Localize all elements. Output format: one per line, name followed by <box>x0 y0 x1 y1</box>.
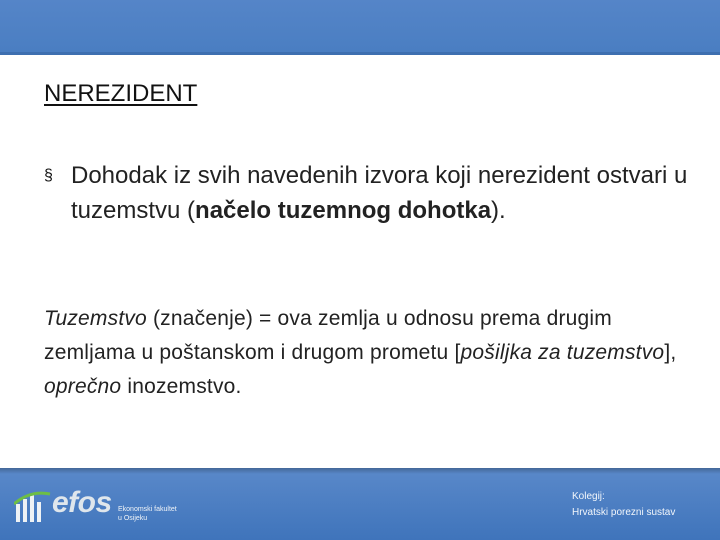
definition-example: pošiljka za tuzemstvo <box>460 341 665 364</box>
bullet-text <box>71 158 694 228</box>
course-name: Hrvatski porezni sustav <box>572 507 676 518</box>
course-label: Kolegij: <box>572 491 605 502</box>
bullet-point <box>44 158 694 228</box>
definition-term: Tuzemstvo <box>44 307 147 330</box>
slide-title: NEREZIDENT <box>44 80 198 107</box>
footer-shadow <box>0 468 720 474</box>
logo-subtitle-line2: u Osijeku <box>118 515 148 522</box>
definition-part1: (značenje) = ova zemlja u odnosu prema drugim zemljama u poštanskom i drugom prometu [ <box>44 307 612 364</box>
bullet-marker-icon: § <box>44 167 53 184</box>
definition-part3: inozemstvo. <box>121 375 242 398</box>
efos-bars-icon <box>14 490 54 524</box>
definition-paragraph <box>44 302 704 404</box>
bullet-text-after: ). <box>491 197 506 224</box>
header-band-line <box>0 52 720 55</box>
logo-subtitle-line1: Ekonomski fakultet <box>118 506 177 513</box>
efos-logo-subtitle <box>118 505 177 523</box>
header-band <box>0 0 720 52</box>
bullet-bold-term: načelo tuzemnog dohotka <box>195 197 492 224</box>
efos-logo-text: efos <box>52 486 112 519</box>
bullet-text-before: Dohodak iz svih navedenih izvora koji nerezident ostvari u tuzemstvu ( <box>71 162 688 224</box>
definition-part2: ], <box>664 341 677 364</box>
definition-opposite-label: oprečno <box>44 375 122 398</box>
